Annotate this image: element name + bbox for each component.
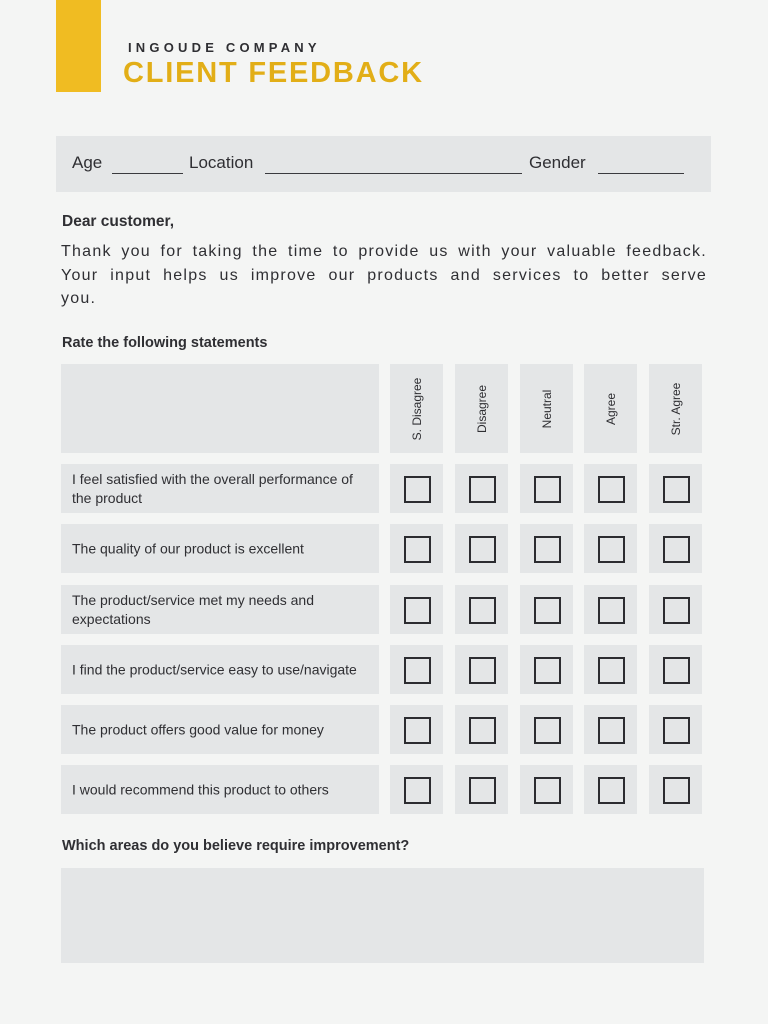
checkbox-neutral[interactable] <box>534 657 561 684</box>
improvement-answer-field[interactable] <box>61 868 704 963</box>
rating-cell <box>649 765 702 814</box>
age-field[interactable] <box>112 173 183 174</box>
rating-cell <box>455 585 508 634</box>
page-title: CLIENT FEEDBACK <box>123 57 424 89</box>
rating-cell <box>520 645 573 694</box>
checkbox-s-disagree[interactable] <box>404 777 431 804</box>
checkbox-agree[interactable] <box>598 717 625 744</box>
rating-cell <box>649 524 702 573</box>
gender-field[interactable] <box>598 173 684 174</box>
statement-row-3 <box>61 585 379 634</box>
checkbox-str-agree[interactable] <box>663 717 690 744</box>
checkbox-s-disagree[interactable] <box>404 476 431 503</box>
statement-row-1 <box>61 464 379 513</box>
rating-cell <box>584 524 637 573</box>
age-label: Age <box>72 153 103 172</box>
checkbox-str-agree[interactable] <box>663 476 690 503</box>
checkbox-neutral[interactable] <box>534 717 561 744</box>
rating-cell <box>520 524 573 573</box>
rating-cell <box>455 524 508 573</box>
statement-text: The product/service met my needs and expectations <box>72 591 315 627</box>
rating-cell <box>455 464 508 513</box>
column-header-str-agree <box>649 364 702 453</box>
checkbox-disagree[interactable] <box>469 476 496 503</box>
statement-header-cell <box>61 364 379 453</box>
gender-label: Gender <box>529 153 586 172</box>
column-header-label: Agree <box>603 392 618 425</box>
rating-cell <box>455 645 508 694</box>
rating-cell <box>390 645 443 694</box>
rating-cell <box>390 765 443 814</box>
column-header-disagree <box>455 364 508 453</box>
intro-text: Thank you for taking the time to provide us with your valuable feedback. Your input helps us improve our products and services to better serve you. <box>61 243 707 307</box>
checkbox-str-agree[interactable] <box>663 777 690 804</box>
statement-text: The product offers good value for money <box>72 721 324 737</box>
statement-text: I find the product/service easy to use/navigate <box>72 661 357 677</box>
column-header-label: Disagree <box>474 384 489 433</box>
location-field[interactable] <box>265 173 522 174</box>
checkbox-str-agree[interactable] <box>663 657 690 684</box>
checkbox-disagree[interactable] <box>469 597 496 624</box>
checkbox-s-disagree[interactable] <box>404 597 431 624</box>
rating-cell <box>584 765 637 814</box>
checkbox-agree[interactable] <box>598 536 625 563</box>
company-name: INGOUDE COMPANY <box>128 40 321 55</box>
rating-cell <box>584 645 637 694</box>
rating-cell <box>520 705 573 754</box>
location-label: Location <box>189 153 254 172</box>
checkbox-disagree[interactable] <box>469 717 496 744</box>
column-header-neutral <box>520 364 573 453</box>
statement-text: The quality of our product is excellent <box>72 540 304 556</box>
rating-cell <box>390 464 443 513</box>
checkbox-agree[interactable] <box>598 597 625 624</box>
statement-row-5 <box>61 705 379 754</box>
checkbox-str-agree[interactable] <box>663 597 690 624</box>
statement-text: I feel satisfied with the overall performance of the product <box>72 470 353 506</box>
column-header-s-disagree <box>390 364 443 453</box>
statement-row-4 <box>61 645 379 694</box>
rating-cell <box>520 765 573 814</box>
checkbox-s-disagree[interactable] <box>404 536 431 563</box>
rating-cell <box>584 464 637 513</box>
statement-row-6 <box>61 765 379 814</box>
checkbox-disagree[interactable] <box>469 777 496 804</box>
rating-cell <box>520 585 573 634</box>
checkbox-disagree[interactable] <box>469 536 496 563</box>
rating-cell <box>390 524 443 573</box>
checkbox-str-agree[interactable] <box>663 536 690 563</box>
improvement-question: Which areas do you believe require improvement? <box>62 838 410 854</box>
column-header-label: Str. Agree <box>668 382 683 435</box>
rating-cell <box>649 464 702 513</box>
checkbox-agree[interactable] <box>598 476 625 503</box>
rating-cell <box>390 705 443 754</box>
rating-cell <box>390 585 443 634</box>
accent-bar <box>56 0 101 92</box>
rating-cell <box>455 705 508 754</box>
checkbox-neutral[interactable] <box>534 777 561 804</box>
rating-cell <box>649 585 702 634</box>
statement-row-2 <box>61 524 379 573</box>
column-header-agree <box>584 364 637 453</box>
statement-text: I would recommend this product to others <box>72 781 329 797</box>
rating-cell <box>584 585 637 634</box>
checkbox-disagree[interactable] <box>469 657 496 684</box>
checkbox-s-disagree[interactable] <box>404 657 431 684</box>
column-header-label: S. Disagree <box>409 377 424 440</box>
checkbox-s-disagree[interactable] <box>404 717 431 744</box>
rating-cell <box>649 705 702 754</box>
rating-section-title: Rate the following statements <box>62 335 268 351</box>
checkbox-neutral[interactable] <box>534 597 561 624</box>
rating-cell <box>455 765 508 814</box>
checkbox-agree[interactable] <box>598 657 625 684</box>
rating-cell <box>649 645 702 694</box>
checkbox-agree[interactable] <box>598 777 625 804</box>
checkbox-neutral[interactable] <box>534 476 561 503</box>
info-bar <box>56 136 711 192</box>
greeting: Dear customer, <box>62 213 174 230</box>
checkbox-neutral[interactable] <box>534 536 561 563</box>
rating-cell <box>520 464 573 513</box>
rating-cell <box>584 705 637 754</box>
column-header-label: Neutral <box>539 389 554 428</box>
